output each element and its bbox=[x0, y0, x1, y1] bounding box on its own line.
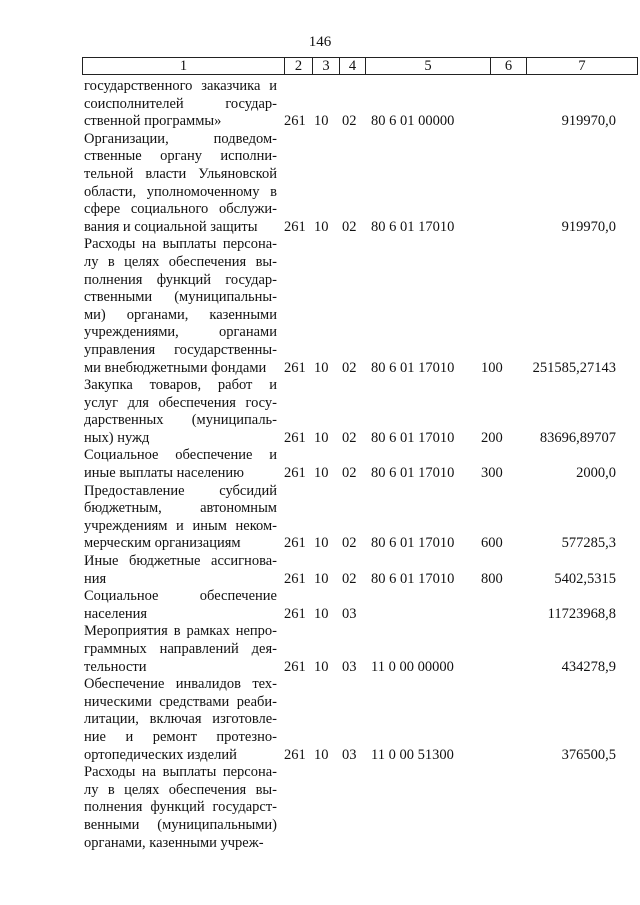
amount: 83696,89707 bbox=[539, 429, 616, 446]
amount: 577285,3 bbox=[561, 535, 616, 552]
row-name-line: тельной власти Ульяновской bbox=[84, 165, 277, 182]
column-header-3: 3 bbox=[313, 58, 340, 75]
table-row bbox=[84, 676, 624, 764]
target-article-code: 80 6 01 00000 bbox=[371, 113, 455, 130]
row-name-line: Предоставление субсидий bbox=[84, 482, 277, 499]
amount: 376500,5 bbox=[561, 746, 616, 763]
expense-type-code bbox=[481, 659, 526, 677]
target-article-code: 80 6 01 17010 bbox=[371, 570, 455, 587]
section-code: 10 bbox=[314, 218, 329, 235]
row-name-line: полнения функций государ- bbox=[84, 271, 277, 288]
subsection-code: 02 bbox=[342, 465, 357, 482]
row-name bbox=[84, 676, 277, 764]
row-name bbox=[84, 623, 277, 676]
row-name bbox=[84, 236, 277, 377]
row-name-line: иные выплаты населению bbox=[84, 465, 244, 482]
row-name-line: литации, включая изготовле- bbox=[84, 711, 277, 728]
row-codes bbox=[277, 430, 616, 448]
expense-type-code bbox=[481, 606, 526, 624]
column-header-5: 5 bbox=[366, 58, 491, 75]
expense-type-code: 100 bbox=[481, 359, 503, 376]
row-name-line: сфере социального обслужи- bbox=[84, 201, 277, 218]
section-code: 10 bbox=[314, 746, 329, 763]
subsection-code: 02 bbox=[342, 535, 357, 552]
row-codes bbox=[277, 360, 616, 378]
amount: 2000,0 bbox=[576, 465, 616, 482]
amount: 919970,0 bbox=[561, 218, 616, 235]
row-name-line: полнения функций государст- bbox=[84, 799, 277, 816]
table-row bbox=[84, 588, 624, 623]
expense-type-code bbox=[481, 747, 526, 765]
section-code: 10 bbox=[314, 605, 329, 622]
admin-code: 261 bbox=[284, 570, 306, 587]
amount: 919970,0 bbox=[561, 113, 616, 130]
admin-code: 261 bbox=[284, 218, 306, 235]
target-article-code: 80 6 01 17010 bbox=[371, 218, 455, 235]
table-row bbox=[84, 447, 624, 482]
target-article-code: 11 0 00 00000 bbox=[371, 658, 454, 675]
row-name-line: Мероприятия в рамках непро- bbox=[84, 623, 277, 640]
row-name-line: ственными (муниципальны- bbox=[84, 289, 277, 306]
subsection-code: 02 bbox=[342, 113, 357, 130]
row-name-line: соисполнителей государ- bbox=[84, 95, 277, 112]
row-codes bbox=[277, 571, 616, 589]
expense-type-code bbox=[481, 113, 526, 131]
row-name bbox=[84, 377, 277, 447]
row-codes bbox=[277, 535, 616, 553]
subsection-code: 02 bbox=[342, 218, 357, 235]
amount: 11723968,8 bbox=[547, 605, 616, 622]
row-name-line: управления государственны- bbox=[84, 341, 277, 358]
section-code: 10 bbox=[314, 535, 329, 552]
row-name-line: государственного заказчика и bbox=[84, 78, 277, 94]
row-name-line: Закупка товаров, работ и bbox=[84, 377, 277, 394]
row-name-line: ми) органами, казенными bbox=[84, 306, 277, 323]
row-name bbox=[84, 131, 277, 237]
row-codes bbox=[277, 659, 616, 677]
subsection-code: 02 bbox=[342, 359, 357, 376]
row-name-line: ных) нужд bbox=[84, 429, 150, 446]
column-header-6: 6 bbox=[491, 58, 527, 75]
column-header-row bbox=[82, 57, 638, 75]
subsection-code: 03 bbox=[342, 605, 357, 622]
amount: 5402,5315 bbox=[554, 570, 616, 587]
row-name-line: учреждениями, органами bbox=[84, 324, 277, 341]
section-code: 10 bbox=[314, 465, 329, 482]
row-name-line: мерческим организациям bbox=[84, 535, 241, 552]
admin-code: 261 bbox=[284, 465, 306, 482]
row-name-line: населения bbox=[84, 605, 148, 622]
table-row bbox=[84, 623, 624, 676]
admin-code: 261 bbox=[284, 429, 306, 446]
subsection-code: 03 bbox=[342, 658, 357, 675]
row-name-line: ническими средствами реаби- bbox=[84, 693, 277, 710]
admin-code: 261 bbox=[284, 746, 306, 763]
row-name-line: Организации, подведом- bbox=[84, 130, 277, 147]
row-name-line: Обеспечение инвалидов тех- bbox=[84, 676, 277, 693]
row-codes bbox=[277, 465, 616, 483]
expense-type-code: 200 bbox=[481, 429, 503, 446]
row-name-line: вания и социальной защиты bbox=[84, 218, 258, 235]
column-header-1: 1 bbox=[83, 58, 285, 75]
target-article-code: 80 6 01 17010 bbox=[371, 465, 455, 482]
row-codes bbox=[277, 219, 616, 237]
expense-type-code: 800 bbox=[481, 570, 503, 587]
table-row bbox=[84, 764, 624, 852]
row-name-line: лу в целях обеспечения вы- bbox=[84, 253, 277, 270]
row-name-line: ми внебюджетными фондами bbox=[84, 359, 267, 376]
row-codes bbox=[277, 606, 616, 624]
row-name-line: бюджетным, автономным bbox=[84, 500, 277, 517]
row-codes bbox=[277, 113, 616, 131]
table-row bbox=[84, 483, 624, 553]
amount: 251585,27143 bbox=[532, 359, 616, 376]
table-row bbox=[84, 377, 624, 447]
row-name-line: ортопедических изделий bbox=[84, 746, 237, 763]
expense-type-code bbox=[481, 219, 526, 237]
table-row bbox=[84, 78, 624, 131]
subsection-code: 02 bbox=[342, 570, 357, 587]
row-name-line: Расходы на выплаты персона- bbox=[84, 764, 277, 781]
admin-code: 261 bbox=[284, 359, 306, 376]
row-name-line: услуг для обеспечения госу- bbox=[84, 394, 277, 411]
amount: 434278,9 bbox=[561, 658, 616, 675]
row-name-line: ственные органу исполни- bbox=[84, 148, 277, 165]
target-article-code: 80 6 01 17010 bbox=[371, 359, 455, 376]
row-name bbox=[84, 588, 277, 623]
admin-code: 261 bbox=[284, 113, 306, 130]
section-code: 10 bbox=[314, 570, 329, 587]
row-name-line: ния bbox=[84, 570, 107, 587]
admin-code: 261 bbox=[284, 535, 306, 552]
row-name-line: Социальное обеспечение и bbox=[84, 447, 277, 464]
subsection-code: 02 bbox=[342, 429, 357, 446]
target-article-code bbox=[371, 606, 481, 624]
row-codes bbox=[277, 747, 616, 765]
row-name-line: органами, казенными учреж- bbox=[84, 834, 264, 851]
row-name-line: дарственных (муниципаль- bbox=[84, 412, 277, 429]
expense-type-code: 600 bbox=[481, 535, 503, 552]
row-name-line: венными (муниципальными) bbox=[84, 816, 277, 833]
row-name-line: тельности bbox=[84, 658, 147, 675]
row-name bbox=[84, 764, 277, 852]
admin-code: 261 bbox=[284, 658, 306, 675]
row-name-line: Социальное обеспечение bbox=[84, 588, 277, 605]
row-name-line: учреждениям и иным неком- bbox=[84, 517, 277, 534]
table-row bbox=[84, 236, 624, 377]
row-name-line: ние и ремонт протезно- bbox=[84, 728, 277, 745]
row-name-line: Иные бюджетные ассигнова- bbox=[84, 553, 277, 570]
column-header-2: 2 bbox=[285, 58, 313, 75]
row-name-line: граммных направлений дея- bbox=[84, 641, 277, 657]
row-name bbox=[84, 553, 277, 588]
section-code: 10 bbox=[314, 658, 329, 675]
section-code: 10 bbox=[314, 113, 329, 130]
page-number: 146 bbox=[308, 34, 332, 50]
row-name bbox=[84, 447, 277, 482]
budget-table-body bbox=[84, 78, 624, 852]
section-code: 10 bbox=[314, 359, 329, 376]
column-header-7: 7 bbox=[527, 58, 638, 75]
target-article-code: 80 6 01 17010 bbox=[371, 429, 455, 446]
admin-code: 261 bbox=[284, 605, 306, 622]
row-name-line: Расходы на выплаты персона- bbox=[84, 236, 277, 253]
row-name bbox=[84, 78, 277, 131]
row-name-line: области, уполномоченному в bbox=[84, 183, 277, 200]
table-row bbox=[84, 131, 624, 237]
expense-type-code: 300 bbox=[481, 465, 503, 482]
row-name-line: ственной программы» bbox=[84, 113, 222, 130]
row-name-line: лу в целях обеспечения вы- bbox=[84, 781, 277, 798]
target-article-code: 11 0 00 51300 bbox=[371, 746, 454, 763]
subsection-code: 03 bbox=[342, 746, 357, 763]
table-row bbox=[84, 553, 624, 588]
column-header-4: 4 bbox=[340, 58, 366, 75]
target-article-code: 80 6 01 17010 bbox=[371, 535, 455, 552]
section-code: 10 bbox=[314, 429, 329, 446]
row-name bbox=[84, 483, 277, 553]
